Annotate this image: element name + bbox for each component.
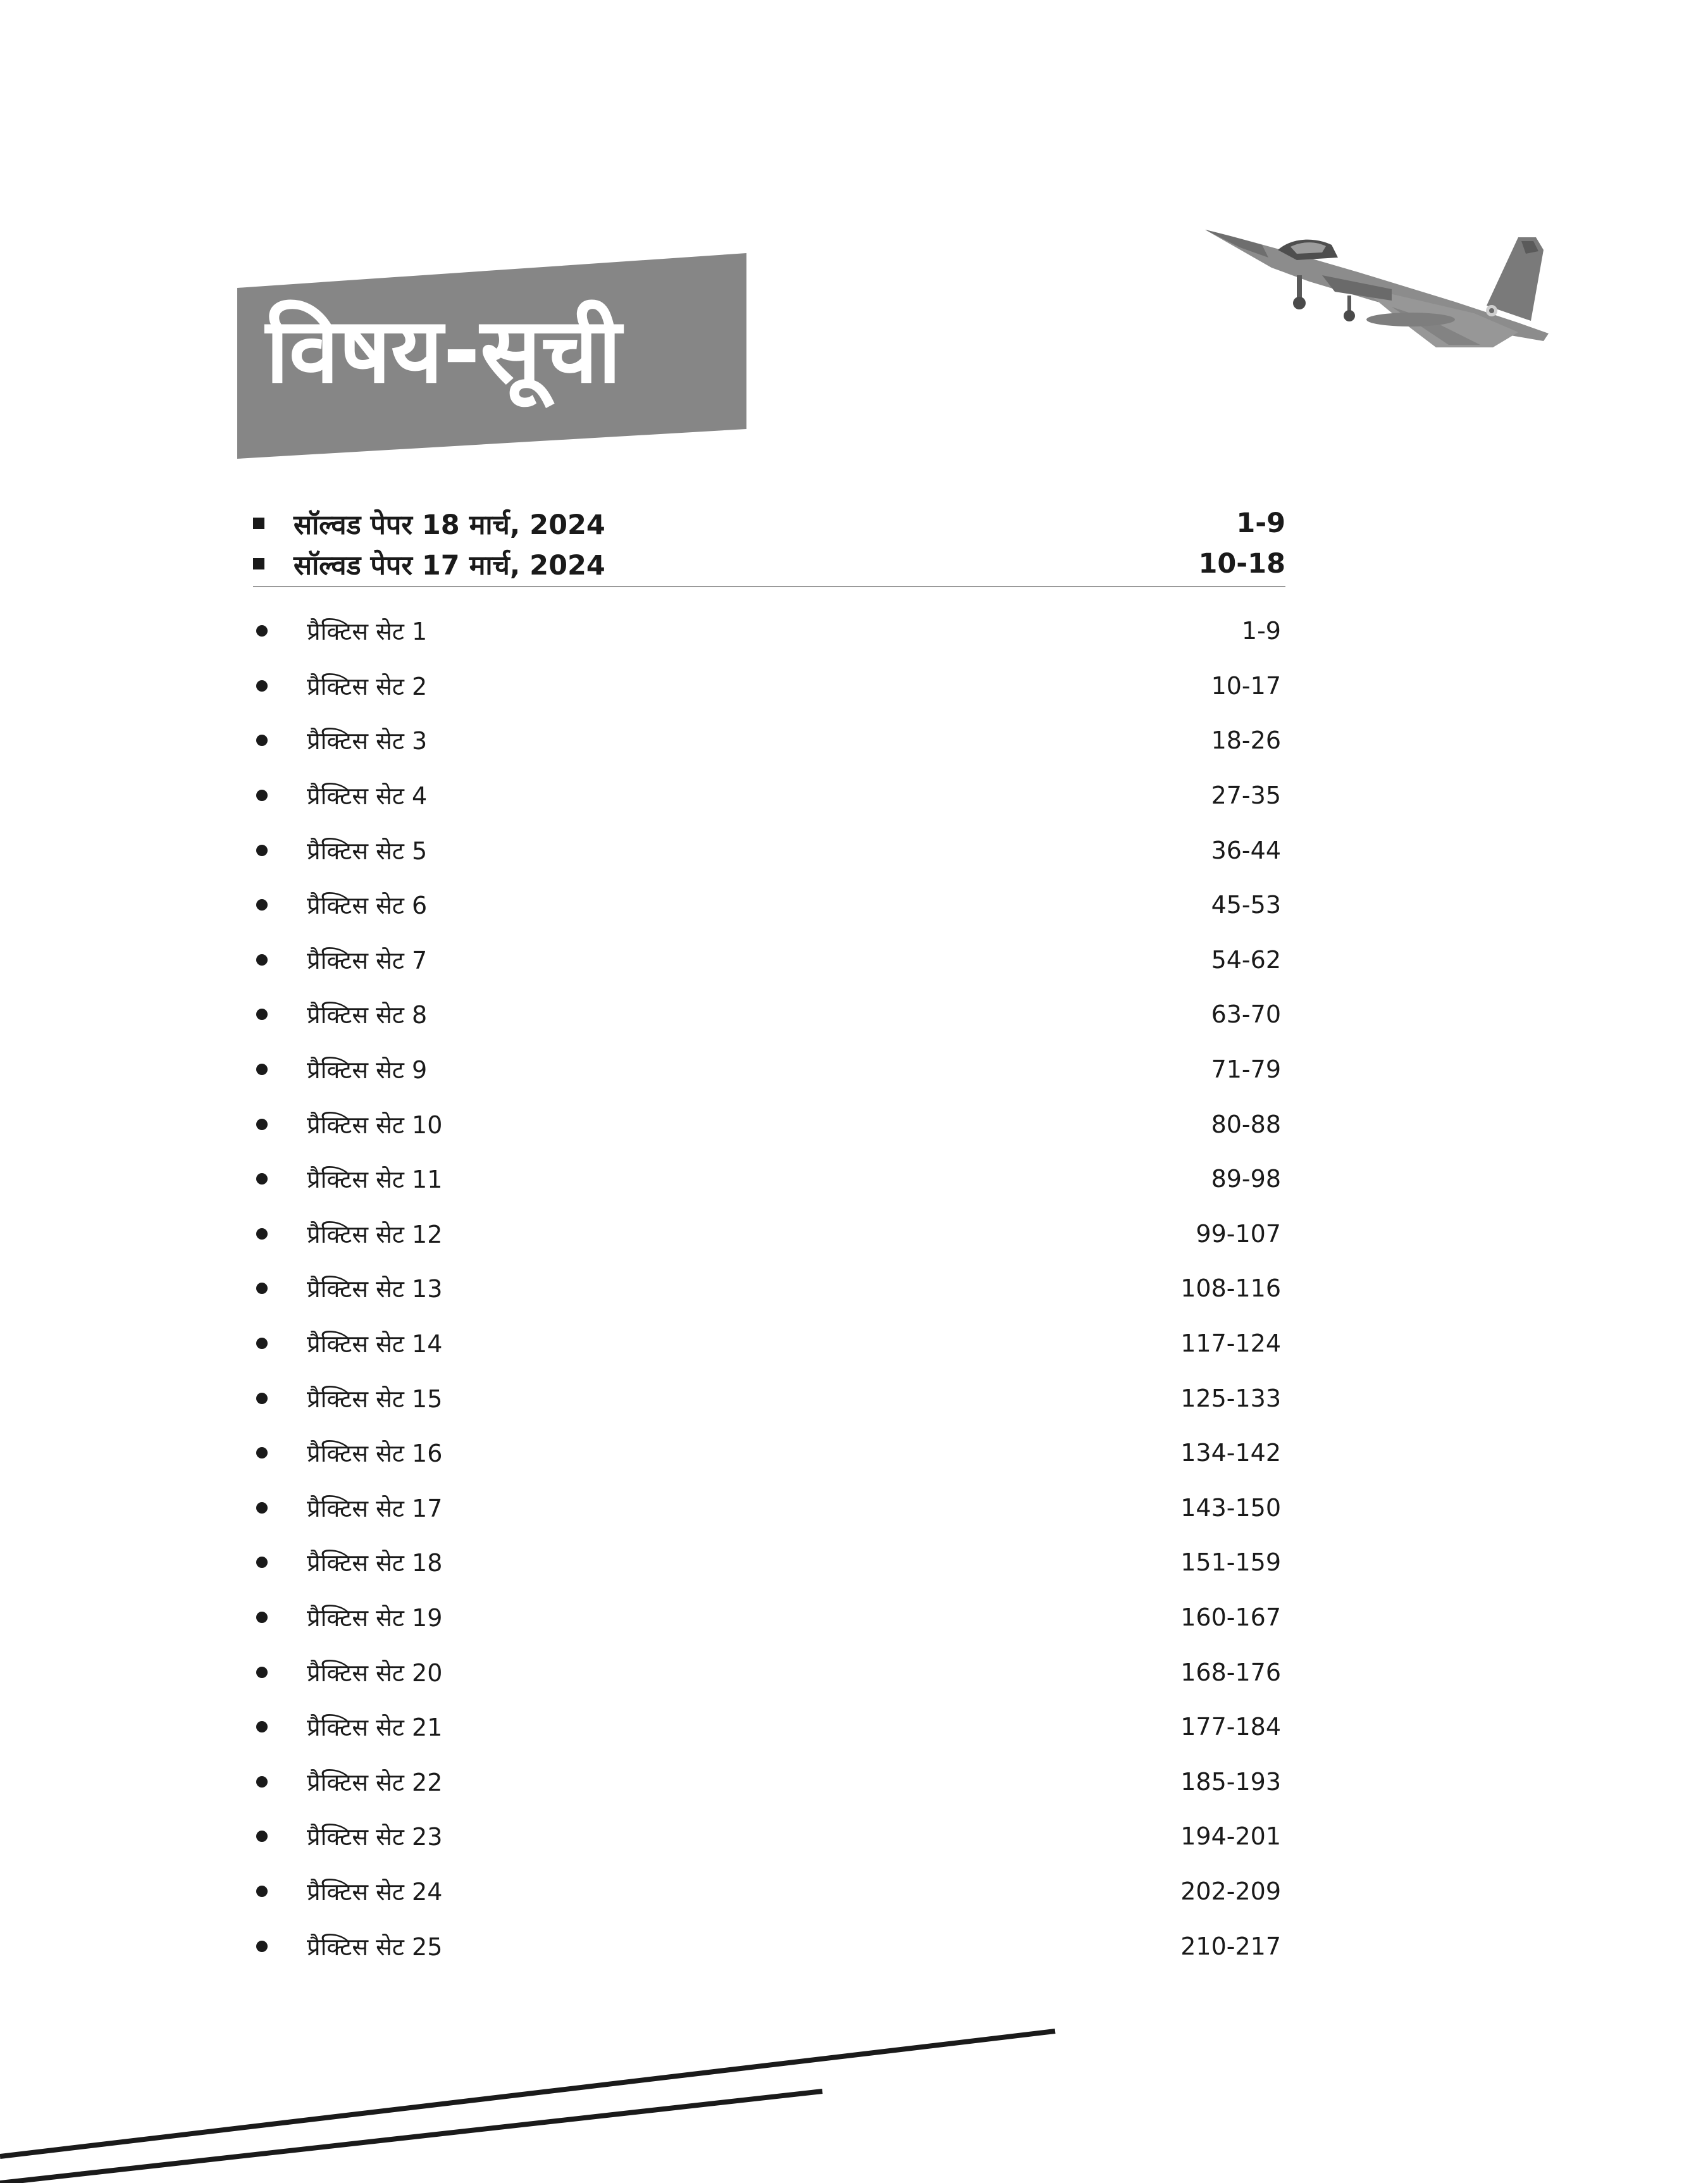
entry-title: प्रैक्टिस सेट 9 xyxy=(307,1056,428,1085)
entry-pages: 54-62 xyxy=(1211,945,1281,974)
entry-pages: 177-184 xyxy=(1180,1713,1281,1741)
dot-bullet-icon xyxy=(256,1502,268,1514)
entry-pages: 80-88 xyxy=(1211,1110,1281,1138)
list-item[interactable] xyxy=(253,1590,1281,1645)
entry-title: प्रैक्टिस सेट 19 xyxy=(307,1603,443,1632)
dot-bullet-icon xyxy=(256,1941,268,1952)
dot-bullet-icon xyxy=(256,1064,268,1075)
list-item[interactable] xyxy=(253,713,1281,768)
entry-pages: 71-79 xyxy=(1211,1055,1281,1084)
list-item[interactable] xyxy=(253,1864,1281,1919)
practice-sets-list xyxy=(253,604,1281,1974)
entry-title: प्रैक्टिस सेट 6 xyxy=(307,892,428,920)
dot-bullet-icon xyxy=(256,680,268,692)
entry-title: प्रैक्टिस सेट 13 xyxy=(307,1275,443,1303)
entry-pages: 18-26 xyxy=(1211,726,1281,755)
list-item[interactable] xyxy=(253,933,1281,988)
dot-bullet-icon xyxy=(256,625,268,637)
entry-pages: 45-53 xyxy=(1211,891,1281,919)
list-item[interactable] xyxy=(253,1042,1281,1097)
list-item[interactable] xyxy=(253,1645,1281,1700)
entry-pages: 125-133 xyxy=(1180,1384,1281,1412)
list-item[interactable] xyxy=(253,1481,1281,1536)
dot-bullet-icon xyxy=(256,1009,268,1020)
list-item[interactable] xyxy=(253,1426,1281,1481)
list-item[interactable] xyxy=(253,1371,1281,1426)
entry-title: प्रैक्टिस सेट 21 xyxy=(307,1713,443,1742)
dot-bullet-icon xyxy=(256,1721,268,1732)
dot-bullet-icon xyxy=(256,1119,268,1130)
entry-pages: 134-142 xyxy=(1180,1439,1281,1467)
dot-bullet-icon xyxy=(256,1228,268,1240)
entry-pages: 185-193 xyxy=(1180,1767,1281,1796)
dot-bullet-icon xyxy=(256,1776,268,1788)
list-item[interactable] xyxy=(253,1754,1281,1809)
dot-bullet-icon xyxy=(256,845,268,856)
list-item[interactable] xyxy=(253,1261,1281,1316)
entry-title: प्रैक्टिस सेट 16 xyxy=(307,1440,443,1468)
list-item[interactable] xyxy=(253,1207,1281,1262)
list-item[interactable] xyxy=(253,1152,1281,1207)
dot-bullet-icon xyxy=(256,1557,268,1568)
dot-bullet-icon xyxy=(256,1886,268,1897)
dot-bullet-icon xyxy=(256,1338,268,1349)
entry-pages: 202-209 xyxy=(1180,1877,1281,1905)
list-item[interactable] xyxy=(253,604,1281,659)
entry-title: प्रैक्टिस सेट 20 xyxy=(307,1658,443,1687)
list-item[interactable] xyxy=(253,1809,1281,1864)
dot-bullet-icon xyxy=(256,1393,268,1404)
entry-title: प्रैक्टिस सेट 3 xyxy=(307,727,428,756)
entry-title: सॉल्वड पेपर 18 मार्च, 2024 xyxy=(294,509,605,541)
entry-title: प्रैक्टिस सेट 8 xyxy=(307,1001,428,1029)
dot-bullet-icon xyxy=(256,1612,268,1623)
entry-pages: 99-107 xyxy=(1196,1219,1281,1248)
entry-title: प्रैक्टिस सेट 4 xyxy=(307,782,428,811)
list-item[interactable] xyxy=(253,1535,1281,1590)
entry-pages: 160-167 xyxy=(1180,1603,1281,1631)
dot-bullet-icon xyxy=(256,735,268,746)
entry-title: प्रैक्टिस सेट 15 xyxy=(307,1384,443,1413)
page-title: विषय-सूची xyxy=(266,299,622,403)
entry-pages: 168-176 xyxy=(1180,1658,1281,1686)
list-item[interactable] xyxy=(253,878,1281,933)
decorative-lines xyxy=(0,2012,1075,2183)
entry-title: प्रैक्टिस सेट 18 xyxy=(307,1549,443,1577)
entry-pages: 210-217 xyxy=(1180,1932,1281,1960)
entry-title: प्रैक्टिस सेट 23 xyxy=(307,1823,443,1851)
dot-bullet-icon xyxy=(256,1283,268,1294)
entry-title: सॉल्वड पेपर 17 मार्च, 2024 xyxy=(294,549,605,582)
entry-pages: 143-150 xyxy=(1180,1493,1281,1522)
dot-bullet-icon xyxy=(256,954,268,966)
entry-title: प्रैक्टिस सेट 1 xyxy=(307,618,428,646)
list-item[interactable] xyxy=(253,1316,1281,1371)
entry-pages: 10-17 xyxy=(1211,671,1281,700)
entry-title: प्रैक्टिस सेट 7 xyxy=(307,946,428,974)
entry-title: प्रैक्टिस सेट 24 xyxy=(307,1877,443,1906)
entry-pages: 1-9 xyxy=(1241,617,1281,645)
square-bullet-icon xyxy=(253,518,264,529)
entry-pages: 36-44 xyxy=(1211,836,1281,864)
entry-pages: 1-9 xyxy=(1236,507,1285,539)
entry-pages: 151-159 xyxy=(1180,1548,1281,1577)
fighter-jet-icon xyxy=(1202,212,1556,358)
list-item[interactable] xyxy=(253,823,1281,878)
entry-title: प्रैक्टिस सेट 10 xyxy=(307,1110,443,1139)
entry-title: प्रैक्टिस सेट 17 xyxy=(307,1494,443,1522)
entry-pages: 27-35 xyxy=(1211,781,1281,810)
entry-pages: 117-124 xyxy=(1180,1329,1281,1358)
list-item[interactable] xyxy=(253,544,1285,584)
entry-pages: 10-18 xyxy=(1198,548,1285,580)
dot-bullet-icon xyxy=(256,1447,268,1458)
dot-bullet-icon xyxy=(256,1831,268,1842)
list-item[interactable] xyxy=(253,1700,1281,1755)
entry-title: प्रैक्टिस सेट 14 xyxy=(307,1330,443,1359)
dot-bullet-icon xyxy=(256,1173,268,1185)
entry-title: प्रैक्टिस सेट 5 xyxy=(307,837,428,865)
entry-title: प्रैक्टिस सेट 22 xyxy=(307,1768,443,1796)
list-item[interactable] xyxy=(253,1919,1281,1974)
entry-pages: 194-201 xyxy=(1180,1822,1281,1851)
entry-title: प्रैक्टिस सेट 25 xyxy=(307,1932,443,1961)
dot-bullet-icon xyxy=(256,1667,268,1678)
list-item[interactable] xyxy=(253,1097,1281,1152)
dot-bullet-icon xyxy=(256,790,268,801)
list-item[interactable] xyxy=(253,768,1281,823)
dot-bullet-icon xyxy=(256,899,268,911)
list-item[interactable] xyxy=(253,659,1281,714)
entry-title: प्रैक्टिस सेट 11 xyxy=(307,1166,443,1194)
entry-title: प्रैक्टिस सेट 2 xyxy=(307,672,428,700)
entry-pages: 63-70 xyxy=(1211,1000,1281,1029)
list-item[interactable] xyxy=(253,987,1281,1042)
entry-pages: 108-116 xyxy=(1180,1274,1281,1303)
solved-papers-list xyxy=(253,503,1285,584)
list-item[interactable] xyxy=(253,503,1285,544)
divider xyxy=(253,586,1285,587)
entry-title: प्रैक्टिस सेट 12 xyxy=(307,1220,443,1248)
square-bullet-icon xyxy=(253,558,264,569)
entry-pages: 89-98 xyxy=(1211,1165,1281,1193)
